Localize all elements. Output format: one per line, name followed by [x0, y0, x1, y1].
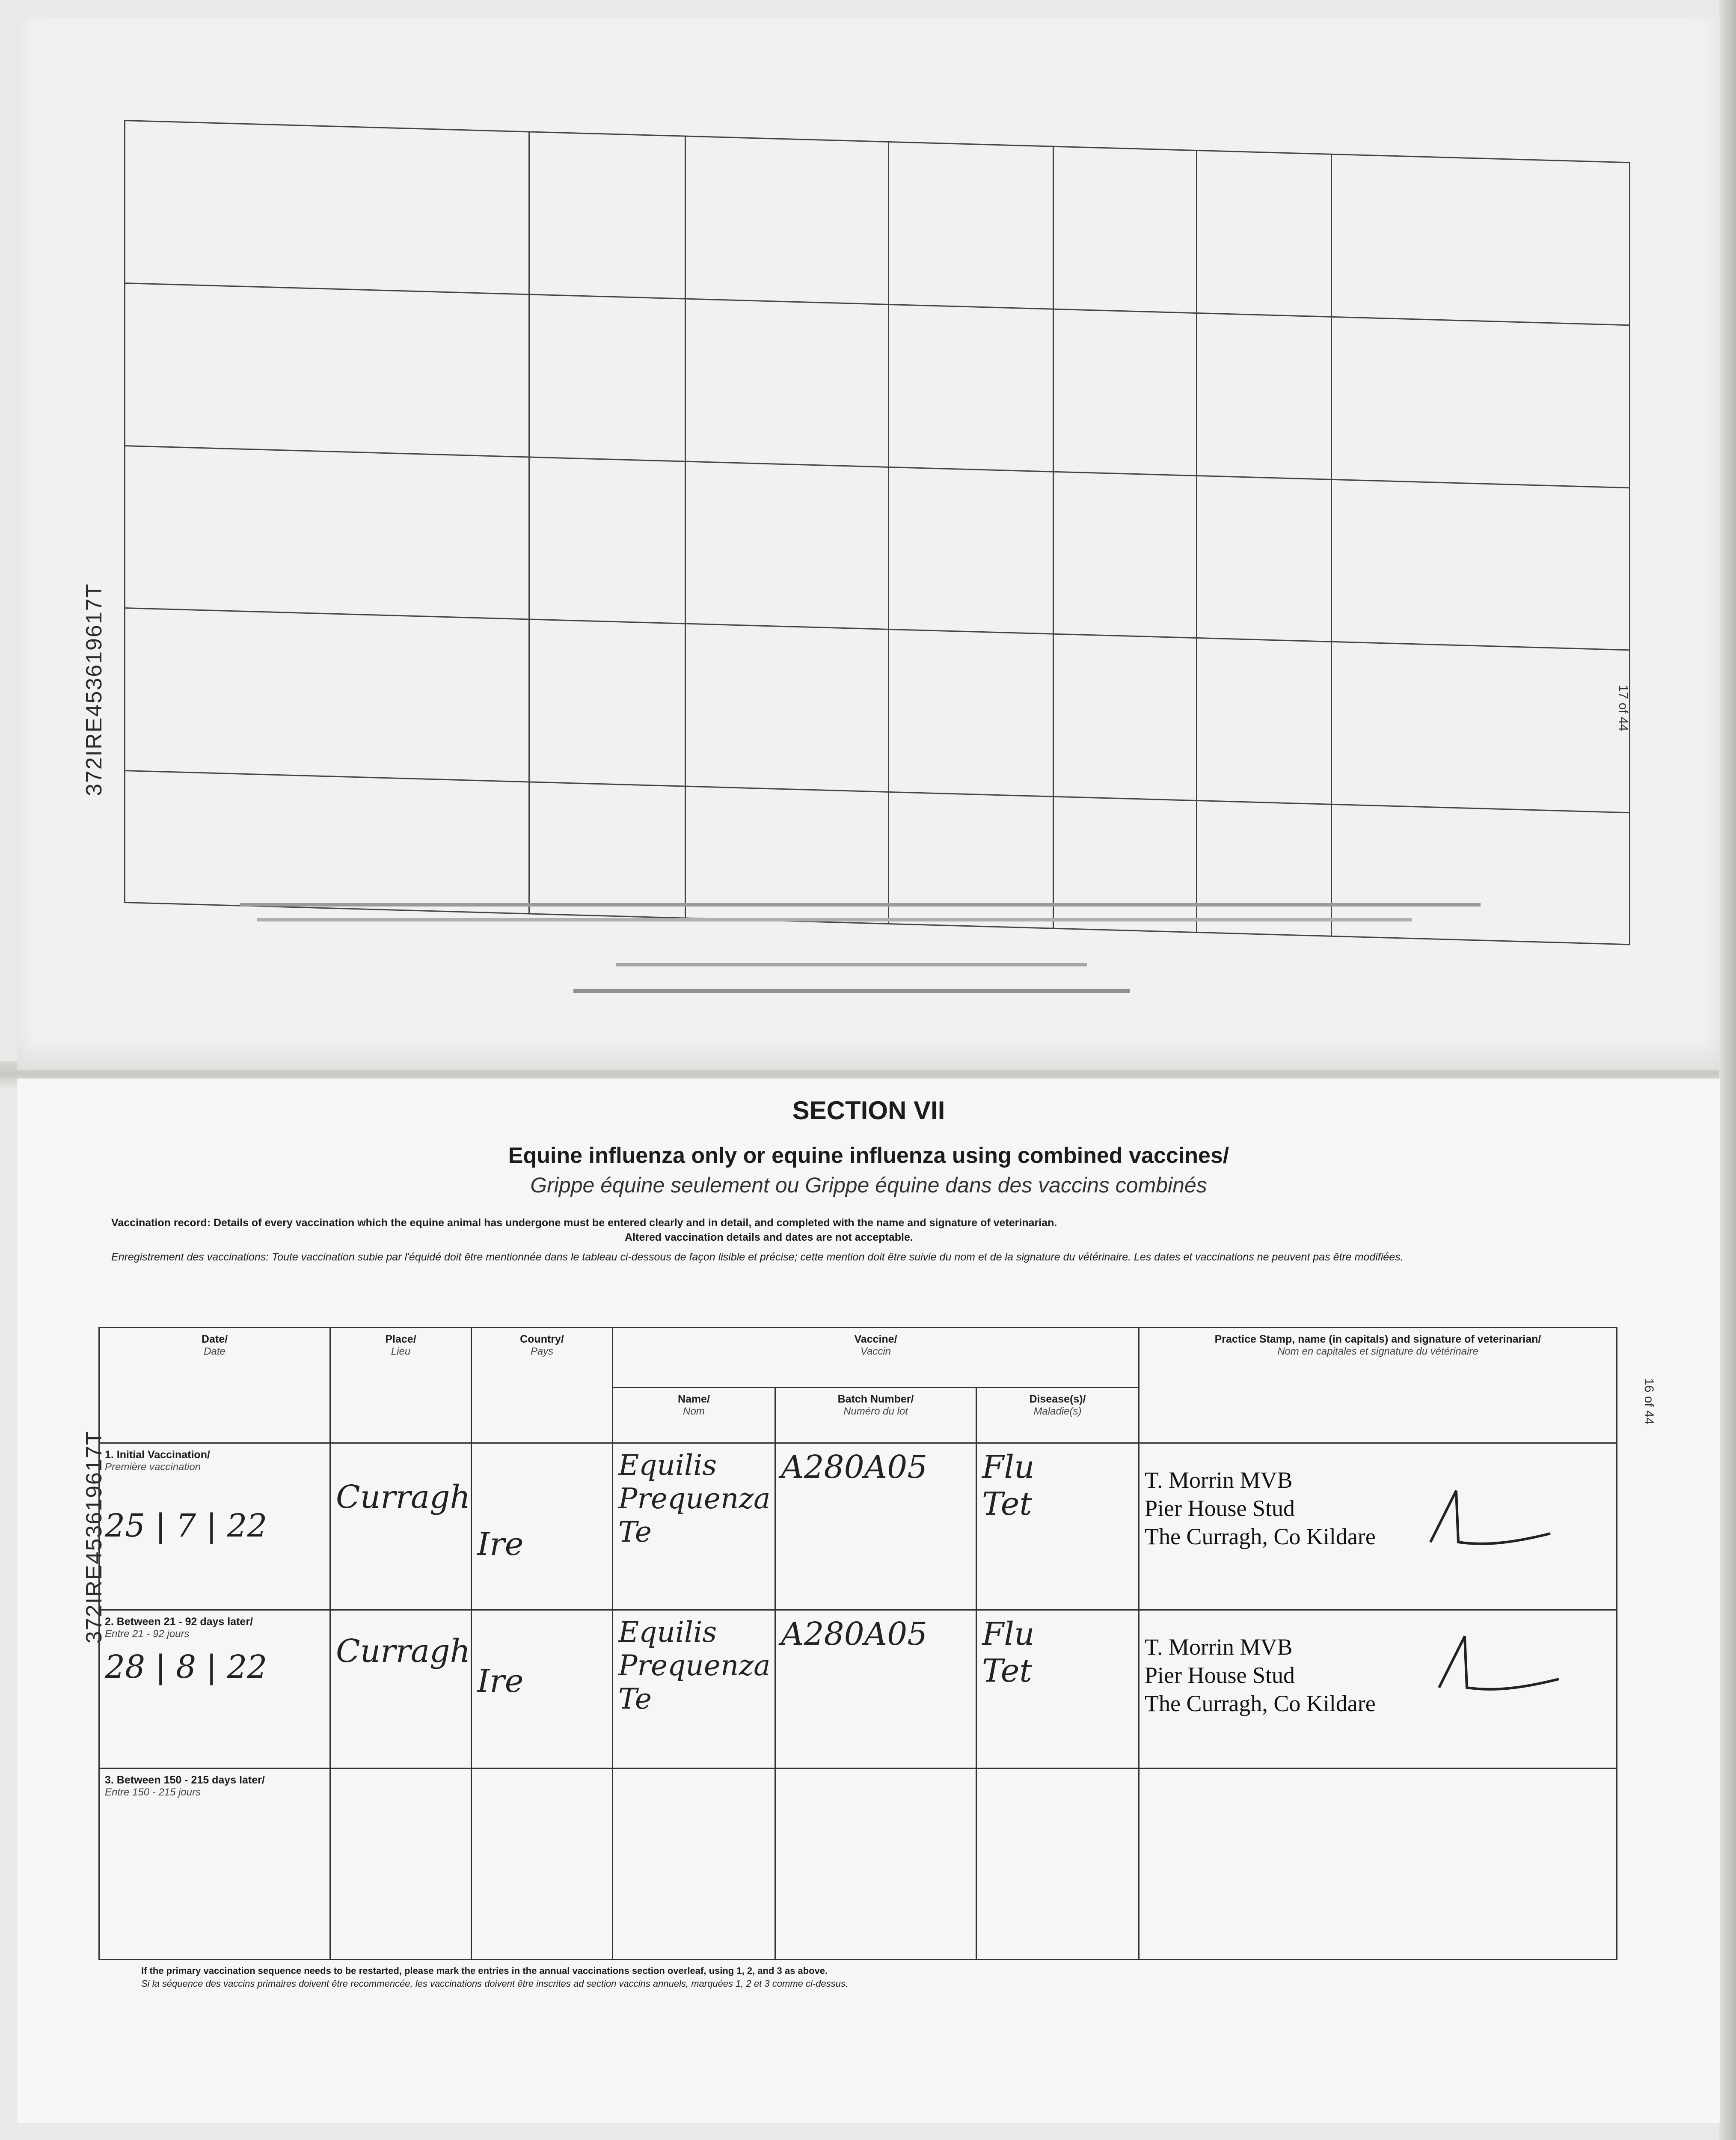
- heading-french: Grippe équine seulement ou Grippe équine dans des vaccins combinés: [530, 1173, 1207, 1197]
- instructions-english: [111, 1216, 1609, 1245]
- bottom-page: [17, 1079, 1720, 2123]
- vet-stamp: T. Morrin MVB Pier House Stud The Curragh, Co Kildare: [1145, 1634, 1376, 1716]
- cell-place: [330, 1768, 472, 1960]
- section-title: SECTION VII: [792, 1096, 945, 1125]
- cell-country: Ire: [472, 1443, 613, 1610]
- mirrored-text-line: [240, 903, 1481, 907]
- header-place: Place/ Lieu: [330, 1328, 472, 1443]
- top-page: [17, 17, 1720, 1070]
- instructions-label: Vaccination record:: [111, 1217, 211, 1229]
- header-date: Date/ Date: [99, 1328, 330, 1443]
- page-edge: [1719, 0, 1736, 2140]
- table-cell: [125, 121, 529, 294]
- header-name: Name/ Nom: [613, 1388, 775, 1443]
- mirrored-text-line: [616, 963, 1087, 966]
- cell-batch-number: A280A05: [775, 1610, 976, 1768]
- annual-vaccination-table-empty: [124, 120, 1630, 945]
- cell-country: [472, 1768, 613, 1960]
- document-id-bottom: 372IRE453619617T: [82, 1430, 107, 1644]
- cell-date: 3. Between 150 - 215 days later/ Entre 150 - 215 jours: [99, 1768, 330, 1960]
- header-disease: Disease(s)/ Maladie(s): [976, 1388, 1139, 1443]
- instructions-text-2: Altered vaccination details and dates are not acceptable.: [625, 1231, 913, 1243]
- instructions-fr-text: Toute vaccination subie par l'équidé doit être mentionnée dans le tableau ci-dessous de façon lisible et précise; cette mention doit être suivie du nom et de la signature du vétérinaire. Les dates et vaccinations ne peuvent pas être modifiées.: [272, 1251, 1404, 1263]
- cell-disease: [976, 1768, 1139, 1960]
- heading-english: Equine influenza only or equine influenza using combined vaccines/: [508, 1143, 1229, 1168]
- cell-batch-number: [775, 1768, 976, 1960]
- cell-disease: Flu Tet: [976, 1610, 1139, 1768]
- vet-stamp: T. Morrin MVB Pier House Stud The Curragh, Co Kildare: [1145, 1467, 1376, 1549]
- vaccination-table: [98, 1327, 1617, 1960]
- cell-batch-number: A280A05: [775, 1443, 976, 1610]
- page-number-bottom: 16 of 44: [1642, 1378, 1656, 1425]
- cell-place: Curragh: [330, 1610, 472, 1768]
- vet-signature: [1430, 1628, 1567, 1696]
- footnote: If the primary vaccination sequence needs to be restarted, please mark the entries in the annual vaccinations section overleaf, using 1, 2, and 3 as above. Si la séquence des vaccins primaires doivent être recommencée, les vaccinations doivent être inscrites ad section vaccins annuels, marquées 1, 2 et 3 comme ci-dessus.: [141, 1965, 849, 1989]
- header-vaccine: Vaccine/ Vaccin: [613, 1328, 1139, 1388]
- document-id-top: 372IRE453619617T: [82, 583, 107, 796]
- table-row: [99, 1443, 1617, 1610]
- cell-place: Curragh: [330, 1443, 472, 1610]
- instructions-french: [111, 1250, 1609, 1264]
- vet-signature: [1422, 1482, 1559, 1551]
- cell-date: 2. Between 21 - 92 days later/ Entre 21 - 92 jours 28 | 8 | 22: [99, 1610, 330, 1768]
- cell-vaccine-name: [613, 1768, 775, 1960]
- page-number-top: 17 of 44: [1616, 685, 1630, 731]
- instructions-text: Details of every vaccination which the equine animal has undergone must be entered clearly and in detail, and completed with the name and signature of veterinarian.: [213, 1217, 1057, 1229]
- cell-vaccine-name: Equilis Prequenza Te: [613, 1610, 775, 1768]
- instructions-fr-label: Enregistrement des vaccinations:: [111, 1251, 269, 1263]
- cell-disease: Flu Tet: [976, 1443, 1139, 1610]
- table-row: [99, 1610, 1617, 1768]
- header-batch: Batch Number/ Numéro du lot: [775, 1388, 976, 1443]
- cell-country: Ire: [472, 1610, 613, 1768]
- header-practice-stamp: Practice Stamp, name (in capitals) and signature of veterinarian/ Nom en capitales et signature du vétérinaire: [1139, 1328, 1617, 1443]
- header-country: Country/ Pays: [472, 1328, 613, 1443]
- cell-practice-stamp: [1139, 1443, 1617, 1610]
- cell-practice-stamp: [1139, 1768, 1617, 1960]
- cell-vaccine-name: Equilis Prequenza Te: [613, 1443, 775, 1610]
- cell-practice-stamp: [1139, 1610, 1617, 1768]
- mirrored-text-line: [573, 989, 1130, 993]
- table-row: [99, 1768, 1617, 1960]
- cell-date: 1. Initial Vaccination/ Première vaccination 25 | 7 | 22: [99, 1443, 330, 1610]
- mirrored-text-line: [257, 918, 1412, 921]
